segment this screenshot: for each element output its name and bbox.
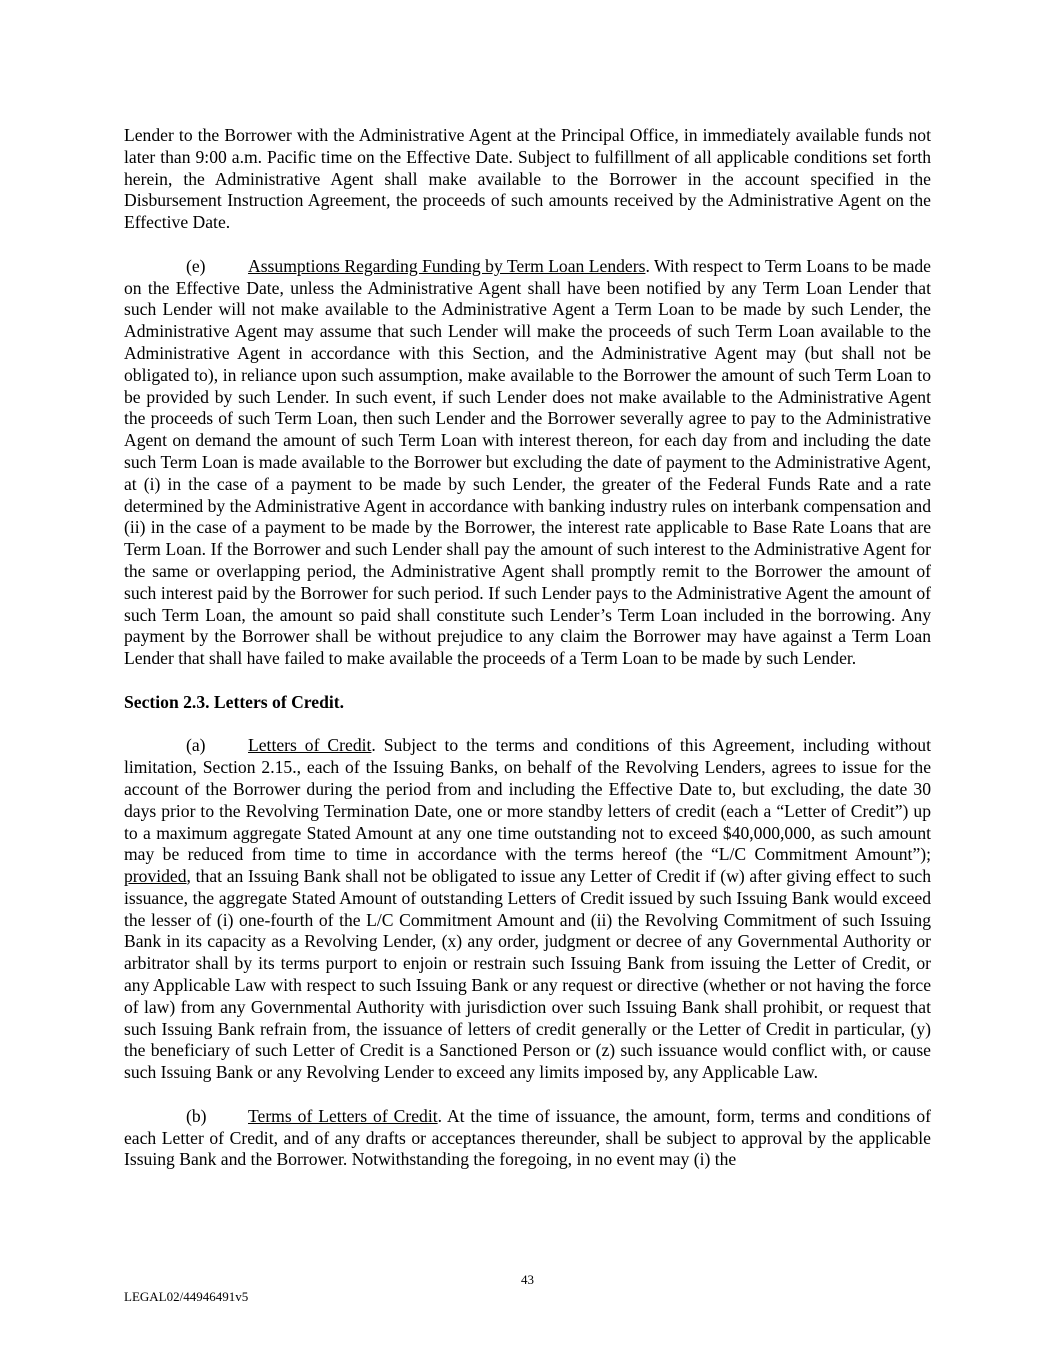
paragraph-gap bbox=[124, 234, 931, 256]
paragraph-body-part-1: Subject to the terms and conditions of this Agreement, including without limitation, Section 2.15., each of the Issuing Banks, on behalf of the Revolving Lenders, agrees to issue for the account of the Borrower during the period from and including the Effective Date to, but excluding, the date 30 days prior to the Revolving Termination Date, one or more standby letters of credit (each a “Letter of Credit”) up to a maximum aggregate Stated Amount at any one time outstanding not to exceed $40,000,000, as such amount may be reduced from time to time in accordance with the terms hereof (the “L/C Commitment Amount”); bbox=[124, 735, 931, 865]
paragraph-intro: Lender to the Borrower with the Administrative Agent at the Principal Office, in immediately available funds not later than 9:00 a.m. Pacific time on the Effective Date. Subject to fulfillment of all applicable conditions set forth herein, the Administrative Agent shall make available to the Borrower in the account specified in the Disbursement Instruction Agreement, the proceeds of such amounts received by the Administrative Agent on the Effective Date. bbox=[124, 125, 931, 233]
section-heading: Section 2.3. Letters of Credit. bbox=[124, 691, 345, 712]
provided-term: provided bbox=[124, 866, 187, 887]
paragraph-title: Letters of Credit bbox=[248, 735, 372, 756]
page-number: 43 bbox=[521, 1272, 534, 1287]
document-id: LEGAL02/44946491v5 bbox=[124, 1289, 249, 1304]
paragraph-label: (a) bbox=[186, 735, 206, 756]
title-period: . bbox=[371, 735, 376, 756]
paragraph-gap bbox=[124, 1084, 931, 1106]
title-period: . bbox=[645, 255, 650, 276]
paragraph-title: Assumptions Regarding Funding by Term Loan Lenders bbox=[248, 255, 646, 276]
title-period: . bbox=[437, 1105, 443, 1126]
paragraph-body: At the time of issuance, the amount, form, terms and conditions of each Letter of Credit, and of any drafts or acceptances thereunder, shall be subject to approval by the applicable Issuing Bank and the Borrower. Notwithstanding the foregoing, in no event may (i) the bbox=[124, 1105, 931, 1170]
paragraph-label: (e) bbox=[186, 255, 206, 276]
paragraph-gap bbox=[124, 714, 931, 736]
paragraph-label: (b) bbox=[186, 1105, 207, 1126]
document-page bbox=[124, 125, 931, 1171]
paragraph-a bbox=[124, 735, 931, 1084]
paragraph-body: With respect to Term Loans to be made on the Effective Date, unless the Administrative Agent shall have been notified by any Term Loan Lender that such Lender will not make available to the Administrative Agent a Term Loan to be made by such Lender, the Administrative Agent may assume that such Lender will make the proceeds of such Term Loan available to the Administrative Agent in accordance with this Section, and the Administrative Agent may (but shall not be obligated to), in reliance upon such assumption, make available to the Borrower the amount of such Term Loan to be provided by such Lender. In such event, if such Lender does not make available to the Administrative Agent the proceeds of such Term Loan, then such Lender and the Borrower severally agree to pay to the Administrative Agent on demand the amount of such Term Loan with interest thereon, for each day from and including the date such Term Loan is made available to the Borrower but excluding the date of payment to the Administrative Agent, at (i) in the case of a payment to be made by such Lender, the greater of the Federal Funds Rate and a rate determined by the Administrative Agent in accordance with banking industry rules on interbank compensation and (ii) in the case of a payment to be made by the Borrower, the interest rate applicable to Base Rate Loans that are Term Loan. If the Borrower and such Lender shall pay the amount of such interest to the Administrative Agent for the same or overlapping period, the Administrative Agent shall promptly remit to the Borrower the amount of such interest paid by the Borrower for such period. If such Lender pays to the Administrative Agent the amount of such Term Loan, the amount so paid shall constitute such Lender’s Term Loan included in the borrowing. Any payment by the Borrower shall be without prejudice to any claim the Borrower may have against a Term Loan Lender that shall have failed to make available the proceeds of a Term Loan to be made by such Lender. bbox=[124, 255, 931, 669]
paragraph-e bbox=[124, 256, 931, 670]
paragraph-title: Terms of Letters of Credit bbox=[248, 1105, 438, 1126]
paragraph-gap bbox=[124, 670, 931, 692]
paragraph-body-part-2: , that an Issuing Bank shall not be obligated to issue any Letter of Credit if (w) after giving effect to such issuance, the aggregate Stated Amount of outstanding Letters of Credit issued by such Issuing Bank would exceed the lesser of (i) one-fourth of the L/C Commitment Amount and (ii) the Revolving Commitment of such Issuing Bank in its capacity as a Revolving Lender, (x) any order, judgment or decree of any Governmental Authority or arbitrator shall by its terms purport to enjoin or restrain such Issuing Bank from issuing the Letter of Credit, or any Applicable Law with respect to such Issuing Bank or any request or directive (whether or not having the force of law) from any Governmental Authority with jurisdiction over such Issuing Bank shall prohibit, or request that such Issuing Bank refrain from, the issuance of letters of credit generally or the Letter of Credit in particular, (y) the beneficiary of such Letter of Credit is a Sanctioned Person or (z) such issuance would conflict with, or cause such Issuing Bank or any Revolving Lender to exceed any limits imposed by, any Applicable Law. bbox=[124, 866, 931, 1083]
paragraph-b bbox=[124, 1106, 931, 1171]
